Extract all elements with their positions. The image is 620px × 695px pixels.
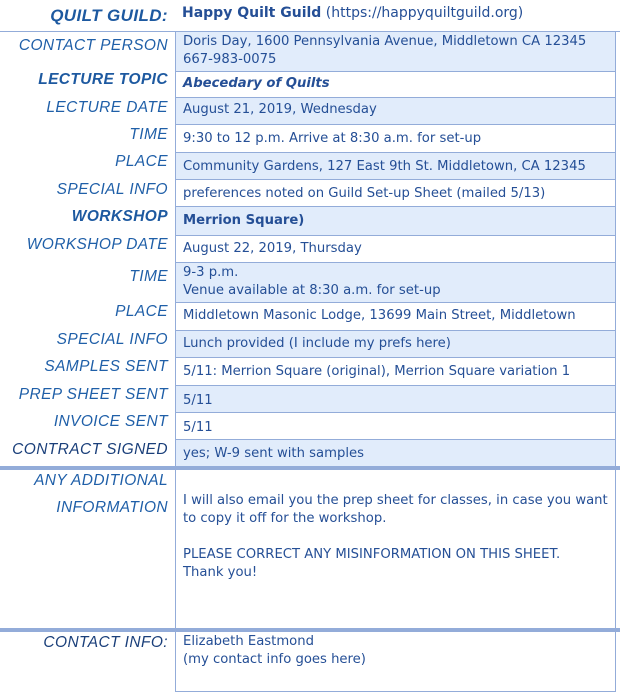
contact-info-label: CONTACT INFO: [43,634,168,651]
workshop-value: Merrion Square) [175,207,616,236]
correction-request: PLEASE CORRECT ANY MISINFORMATION ON THIS SHEET. [183,547,561,562]
lecture-date-label: LECTURE DATE [46,99,168,116]
workshop-time-label: TIME [129,268,168,285]
guild-name: Happy Quilt Guild [182,5,322,21]
workshop-place-value: Middletown Masonic Lodge, 13699 Main Street, Middletown [175,303,616,331]
invoice-sent-label: INVOICE SENT [53,413,168,430]
lecture-place-value: Community Gardens, 127 East 9th St. Middletown, CA 12345 [175,153,616,180]
contact-info-value [175,632,616,692]
contract-signed-label: CONTRACT SIGNED [12,441,168,458]
contact-person-value [175,32,616,72]
guild-name-value [182,5,523,21]
lecture-place-label: PLACE [115,153,168,170]
workshop-date-value: August 22, 2019, Thursday [175,236,616,263]
thank-you-note: Thank you! [183,565,258,580]
contact-person-address: Doris Day, 1600 Pennsylvania Avenue, Middletown CA 12345 [183,34,587,49]
workshop-time-hours: 9-3 p.m. [183,265,239,280]
lecture-special-info-value: preferences noted on Guild Set-up Sheet (mailed 5/13) [175,180,616,207]
workshop-label: WORKSHOP [71,208,168,225]
contact-person-label: CONTACT PERSON [18,37,168,54]
lecture-time-label: TIME [129,126,168,143]
workshop-date-label: WORKSHOP DATE [26,236,168,253]
additional-info-paragraph: I will also email you the prep sheet for classes, in case you want to copy it off for the workshop. [183,493,608,526]
lecture-topic-label: LECTURE TOPIC [38,71,168,88]
additional-info-label-line2: INFORMATION [56,499,168,516]
workshop-time-value [175,263,616,303]
additional-info-value [175,470,616,629]
lecture-topic-value: Abecedary of Quilts [175,72,616,98]
workshop-special-info-value: Lunch provided (I include my prefs here) [175,331,616,358]
prep-sheet-sent-value: 5/11 [175,386,616,413]
contract-signed-value: yes; W-9 sent with samples [175,440,616,467]
contact-person-phone: 667-983-0075 [183,52,277,67]
prep-sheet-sent-label: PREP SHEET SENT [18,386,168,403]
samples-sent-label: SAMPLES SENT [44,358,168,375]
contact-info-name: Elizabeth Eastmond [183,634,314,649]
workshop-place-label: PLACE [115,303,168,320]
lecture-time-value: 9:30 to 12 p.m. Arrive at 8:30 a.m. for set-up [175,125,616,153]
quilt-guild-label: QUILT GUILD: [50,6,168,25]
workshop-special-info-label: SPECIAL INFO [56,331,168,348]
lecture-special-info-label: SPECIAL INFO [56,181,168,198]
lecture-date-value: August 21, 2019, Wednesday [175,98,616,125]
guild-url: (https://happyquiltguild.org) [325,5,524,21]
invoice-sent-value: 5/11 [175,413,616,440]
samples-sent-value: 5/11: Merrion Square (original), Merrion Square variation 1 [175,358,616,386]
additional-info-label-line1: ANY ADDITIONAL [34,472,168,489]
contact-info-details: (my contact info goes here) [183,652,366,667]
workshop-time-venue-note: Venue available at 8:30 a.m. for set-up [183,283,441,298]
